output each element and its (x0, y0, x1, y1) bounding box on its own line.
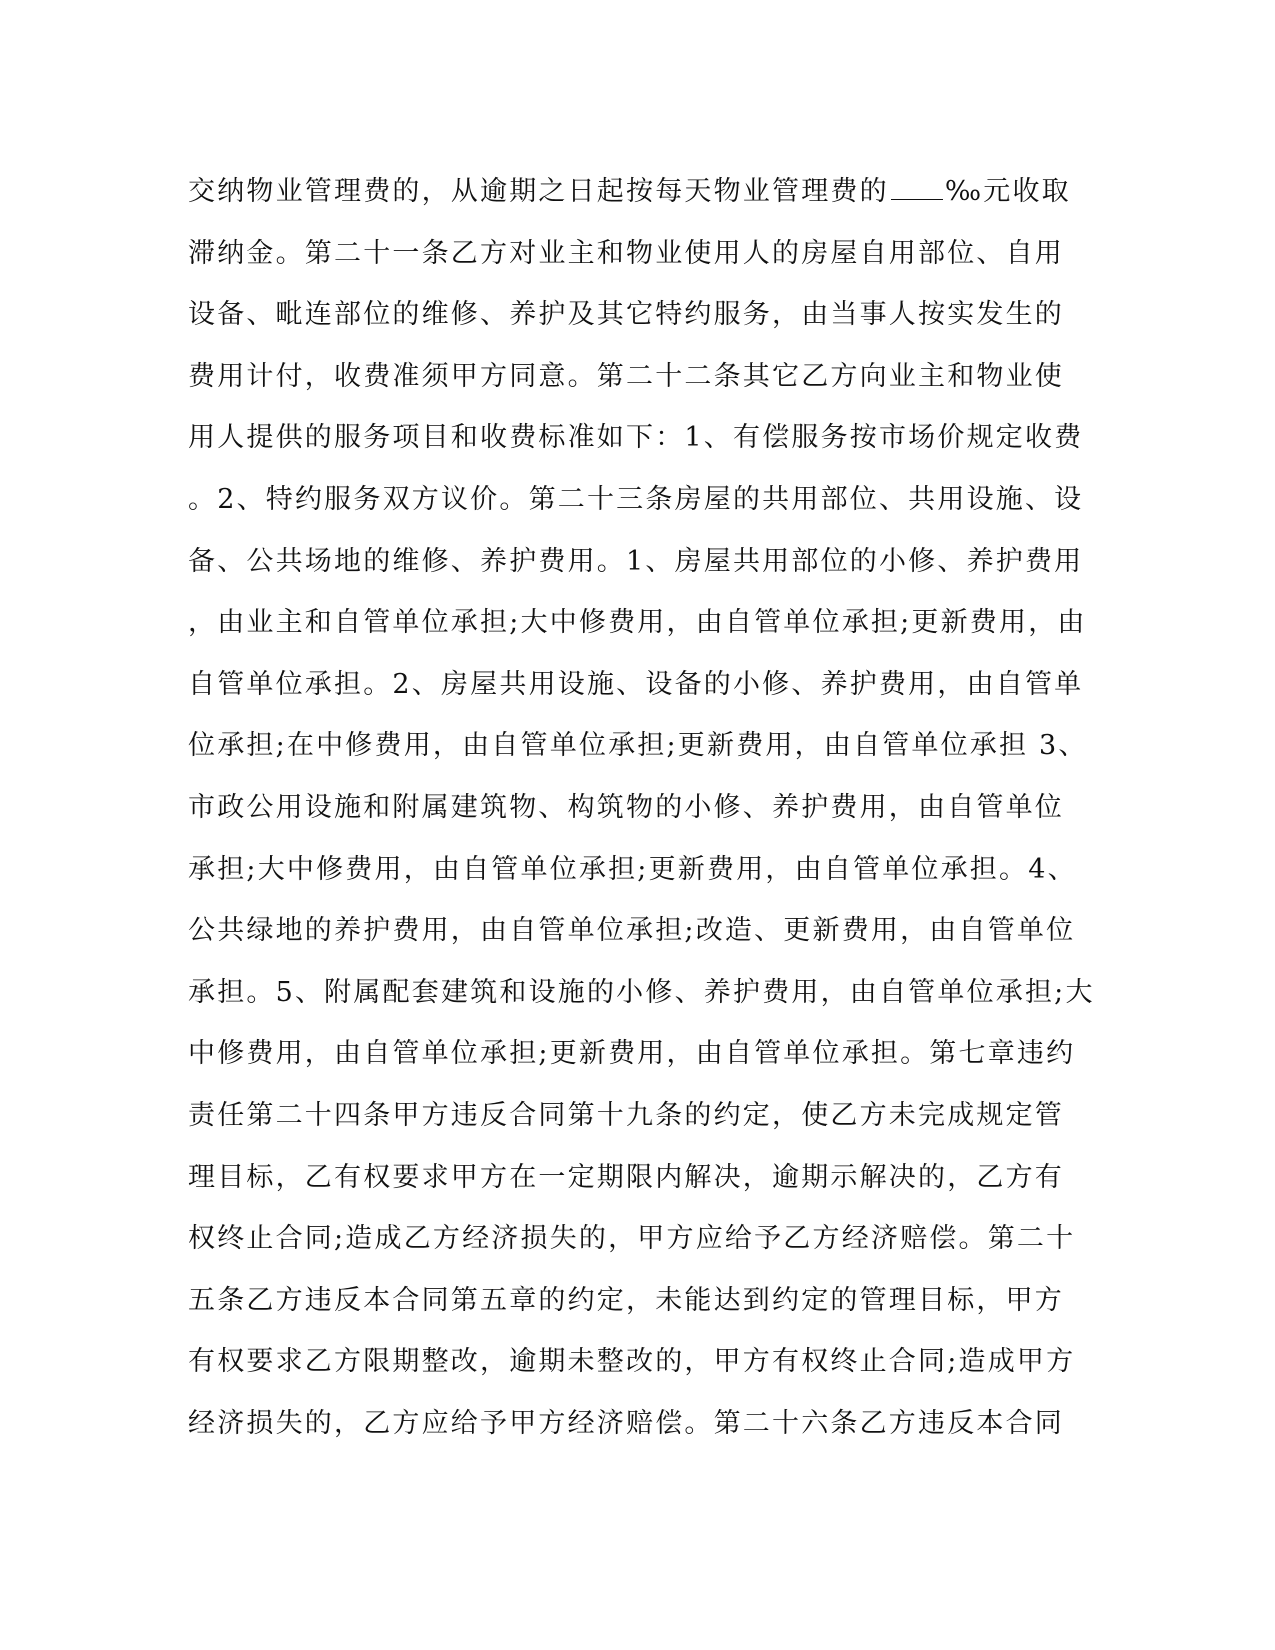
text-line: 承担。5、附属配套建筑和设施的小修、养护费用，由自管单位承担;大 (188, 976, 1095, 1008)
text-line: 权终止合同;造成乙方经济损失的，甲方应给予乙方经济赔偿。第二十 (188, 1223, 1076, 1255)
body-text (188, 161, 1095, 1454)
text-line: 五条乙方违反本合同第五章的约定，未能达到约定的管理目标，甲方 (188, 1284, 1064, 1316)
text-line: 滞纳金。第二十一条乙方对业主和物业使用人的房屋自用部位、自用 (188, 237, 1064, 269)
text-line: 市政公用设施和附属建筑物、构筑物的小修、养护费用，由自管单位 (188, 791, 1064, 823)
text-line: 用人提供的服务项目和收费标准如下：1、有偿服务按市场价规定收费 (188, 422, 1084, 454)
line-1-before-blank: 交纳物业管理费的，从逾期之日起按每天物业管理费的 (188, 176, 889, 207)
text-line: 承担;大中修费用，由自管单位承担;更新费用，由自管单位承担。4、 (188, 853, 1077, 885)
text-line: 。2、特约服务双方议价。第二十三条房屋的共用部位、共用设施、设 (188, 483, 1084, 515)
text-line-1 (188, 161, 1088, 223)
text-line: 理目标，乙有权要求甲方在一定期限内解决，逾期示解决的，乙方有 (188, 1161, 1064, 1193)
fill-in-blank (891, 177, 943, 200)
line-1-after-blank: ‰元收取 (944, 176, 1071, 207)
text-line: 费用计付，收费准须甲方同意。第二十二条其它乙方向业主和物业使 (188, 360, 1064, 392)
text-line: 设备、毗连部位的维修、养护及其它特约服务，由当事人按实发生的 (188, 299, 1064, 331)
text-line: 有权要求乙方限期整改，逾期未整改的，甲方有权终止合同;造成甲方 (188, 1346, 1076, 1378)
text-line: 经济损失的，乙方应给予甲方经济赔偿。第二十六条乙方违反本合同 (188, 1407, 1064, 1439)
text-line: 位承担;在中修费用，由自管单位承担;更新费用，由自管单位承担 3、 (188, 730, 1088, 762)
text-line: 中修费用，由自管单位承担;更新费用，由自管单位承担。第七章违约 (188, 1038, 1076, 1070)
text-line: 自管单位承担。2、房屋共用设施、设备的小修、养护费用，由自管单 (188, 668, 1084, 700)
text-line: 备、公共场地的维修、养护费用。1、房屋共用部位的小修、养护费用 (188, 545, 1084, 577)
text-line: 公共绿地的养护费用，由自管单位承担;改造、更新费用，由自管单位 (188, 915, 1076, 947)
text-line: 责任第二十四条甲方违反合同第十九条的约定，使乙方未完成规定管 (188, 1099, 1064, 1131)
text-line: ，由业主和自管单位承担;大中修费用，由自管单位承担;更新费用，由 (188, 607, 1087, 639)
